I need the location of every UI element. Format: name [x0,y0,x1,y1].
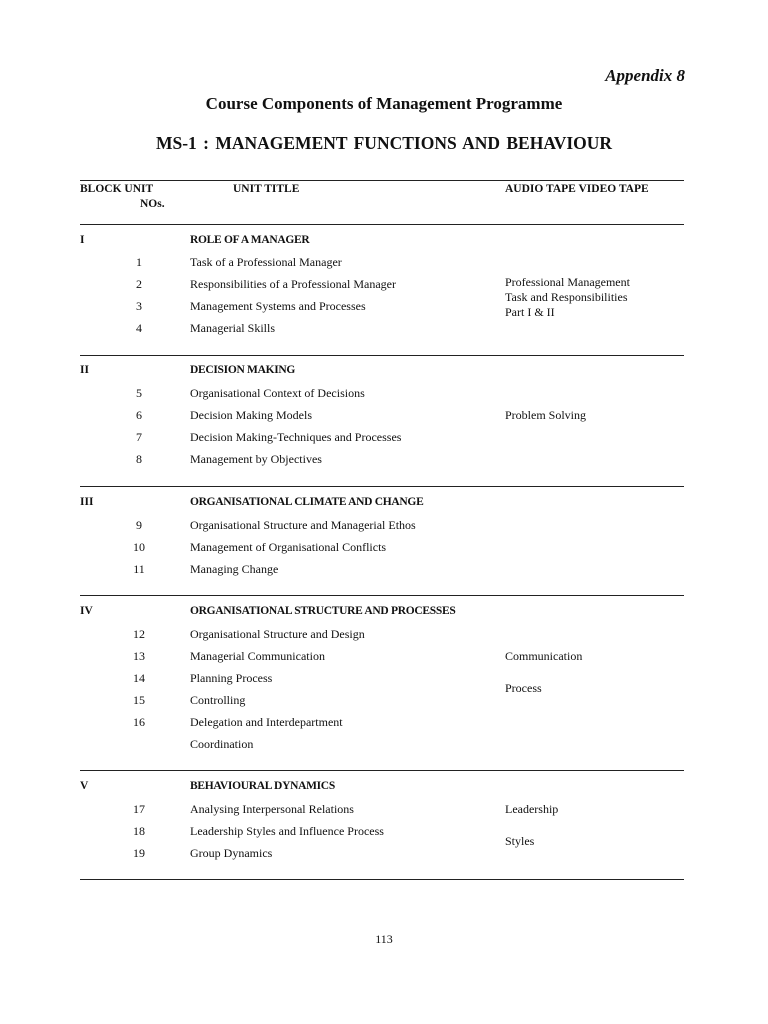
block-title: ROLE OF A MANAGER [190,234,310,246]
block-divider [80,595,684,596]
unit-number: 8 [136,452,142,466]
appendix-label: Appendix 8 [605,66,685,85]
unit-title: Management Systems and Processes [190,299,366,313]
tape-line: Communication [505,649,583,663]
unit-number: 12 [133,627,145,641]
block-id: III [80,496,94,508]
tape-line: Part I & II [505,305,555,319]
unit-title: Analysing Interpersonal Relations [190,802,354,816]
unit-number: 14 [133,671,145,685]
block-id: I [80,234,85,246]
unit-title: Organisational Structure and Design [190,627,365,641]
unit-number: 1 [136,255,142,269]
header-tapes: AUDIO TAPE VIDEO TAPE [505,183,649,195]
unit-title: Controlling [190,693,246,707]
unit-title: Management by Objectives [190,452,322,466]
unit-number: 15 [133,693,145,707]
unit-number: 11 [133,562,145,576]
unit-title: Task of a Professional Manager [190,255,342,269]
block-id: IV [80,605,93,617]
header-unit-title: UNIT TITLE [233,183,300,195]
block-id: V [80,780,89,792]
unit-title: Decision Making-Techniques and Processes [190,430,402,444]
block-title: ORGANISATIONAL CLIMATE AND CHANGE [190,496,424,508]
unit-number: 16 [133,715,145,729]
tape-entry [505,649,582,664]
unit-title: Managerial Skills [190,321,275,335]
unit-number: 19 [133,846,145,860]
unit-number: 10 [133,540,145,554]
unit-title: Managerial Communication [190,649,325,663]
unit-number: 18 [133,824,145,838]
tape-entry [505,681,542,696]
unit-title: Management of Organisational Conflicts [190,540,387,554]
unit-number: 6 [136,408,142,422]
header-nos: NOs. [140,198,165,210]
unit-number: 2 [136,277,142,291]
page-title: Course Components of Management Programme [205,94,563,113]
header-bottom-rule [80,224,684,225]
unit-number: 9 [136,518,142,532]
unit-title: Managing Change [190,562,279,576]
unit-title: Delegation and Interdepartment [190,715,343,729]
unit-title: Coordination [190,737,254,751]
unit-number: 7 [136,430,142,444]
unit-title: Organisational Context of Decisions [190,386,365,400]
unit-title: Organisational Structure and Managerial Ethos [190,518,416,532]
tape-entry [505,408,586,423]
block-title: BEHAVIOURAL DYNAMICS [190,780,335,792]
block-title: ORGANISATIONAL STRUCTURE AND PROCESSES [190,605,456,617]
header-top-rule [80,180,684,181]
tape-entry [505,275,630,320]
course-title: MS-1 : MANAGEMENT FUNCTIONS AND BEHAVIOUR [155,133,613,153]
page-number: 113 [375,932,393,946]
unit-title: Leadership Styles and Influence Process [190,824,384,838]
tape-entry [505,834,534,849]
unit-title: Decision Making Models [190,408,312,422]
block-divider [80,770,684,771]
unit-number: 17 [133,802,145,816]
block-title: DECISION MAKING [190,364,296,376]
block-divider [80,355,684,356]
header-block-unit: BLOCK UNIT [80,183,154,195]
tape-line: Professional Management [505,275,630,289]
unit-number: 4 [136,321,142,335]
tape-line: Task and Responsibilities [505,290,628,304]
unit-title: Responsibilities of a Professional Manager [190,277,396,291]
unit-number: 3 [136,299,142,313]
block-divider [80,486,684,487]
unit-title: Group Dynamics [190,846,273,860]
tape-line: Process [505,681,542,695]
unit-number: 13 [133,649,145,663]
unit-title: Planning Process [190,671,273,685]
tape-line: Leadership [505,802,559,816]
table-bottom-rule [80,879,684,880]
tape-line: Styles [505,834,535,848]
unit-number: 5 [136,386,142,400]
block-id: II [80,364,89,376]
tape-entry [505,802,558,817]
tape-line: Problem Solving [505,408,587,422]
